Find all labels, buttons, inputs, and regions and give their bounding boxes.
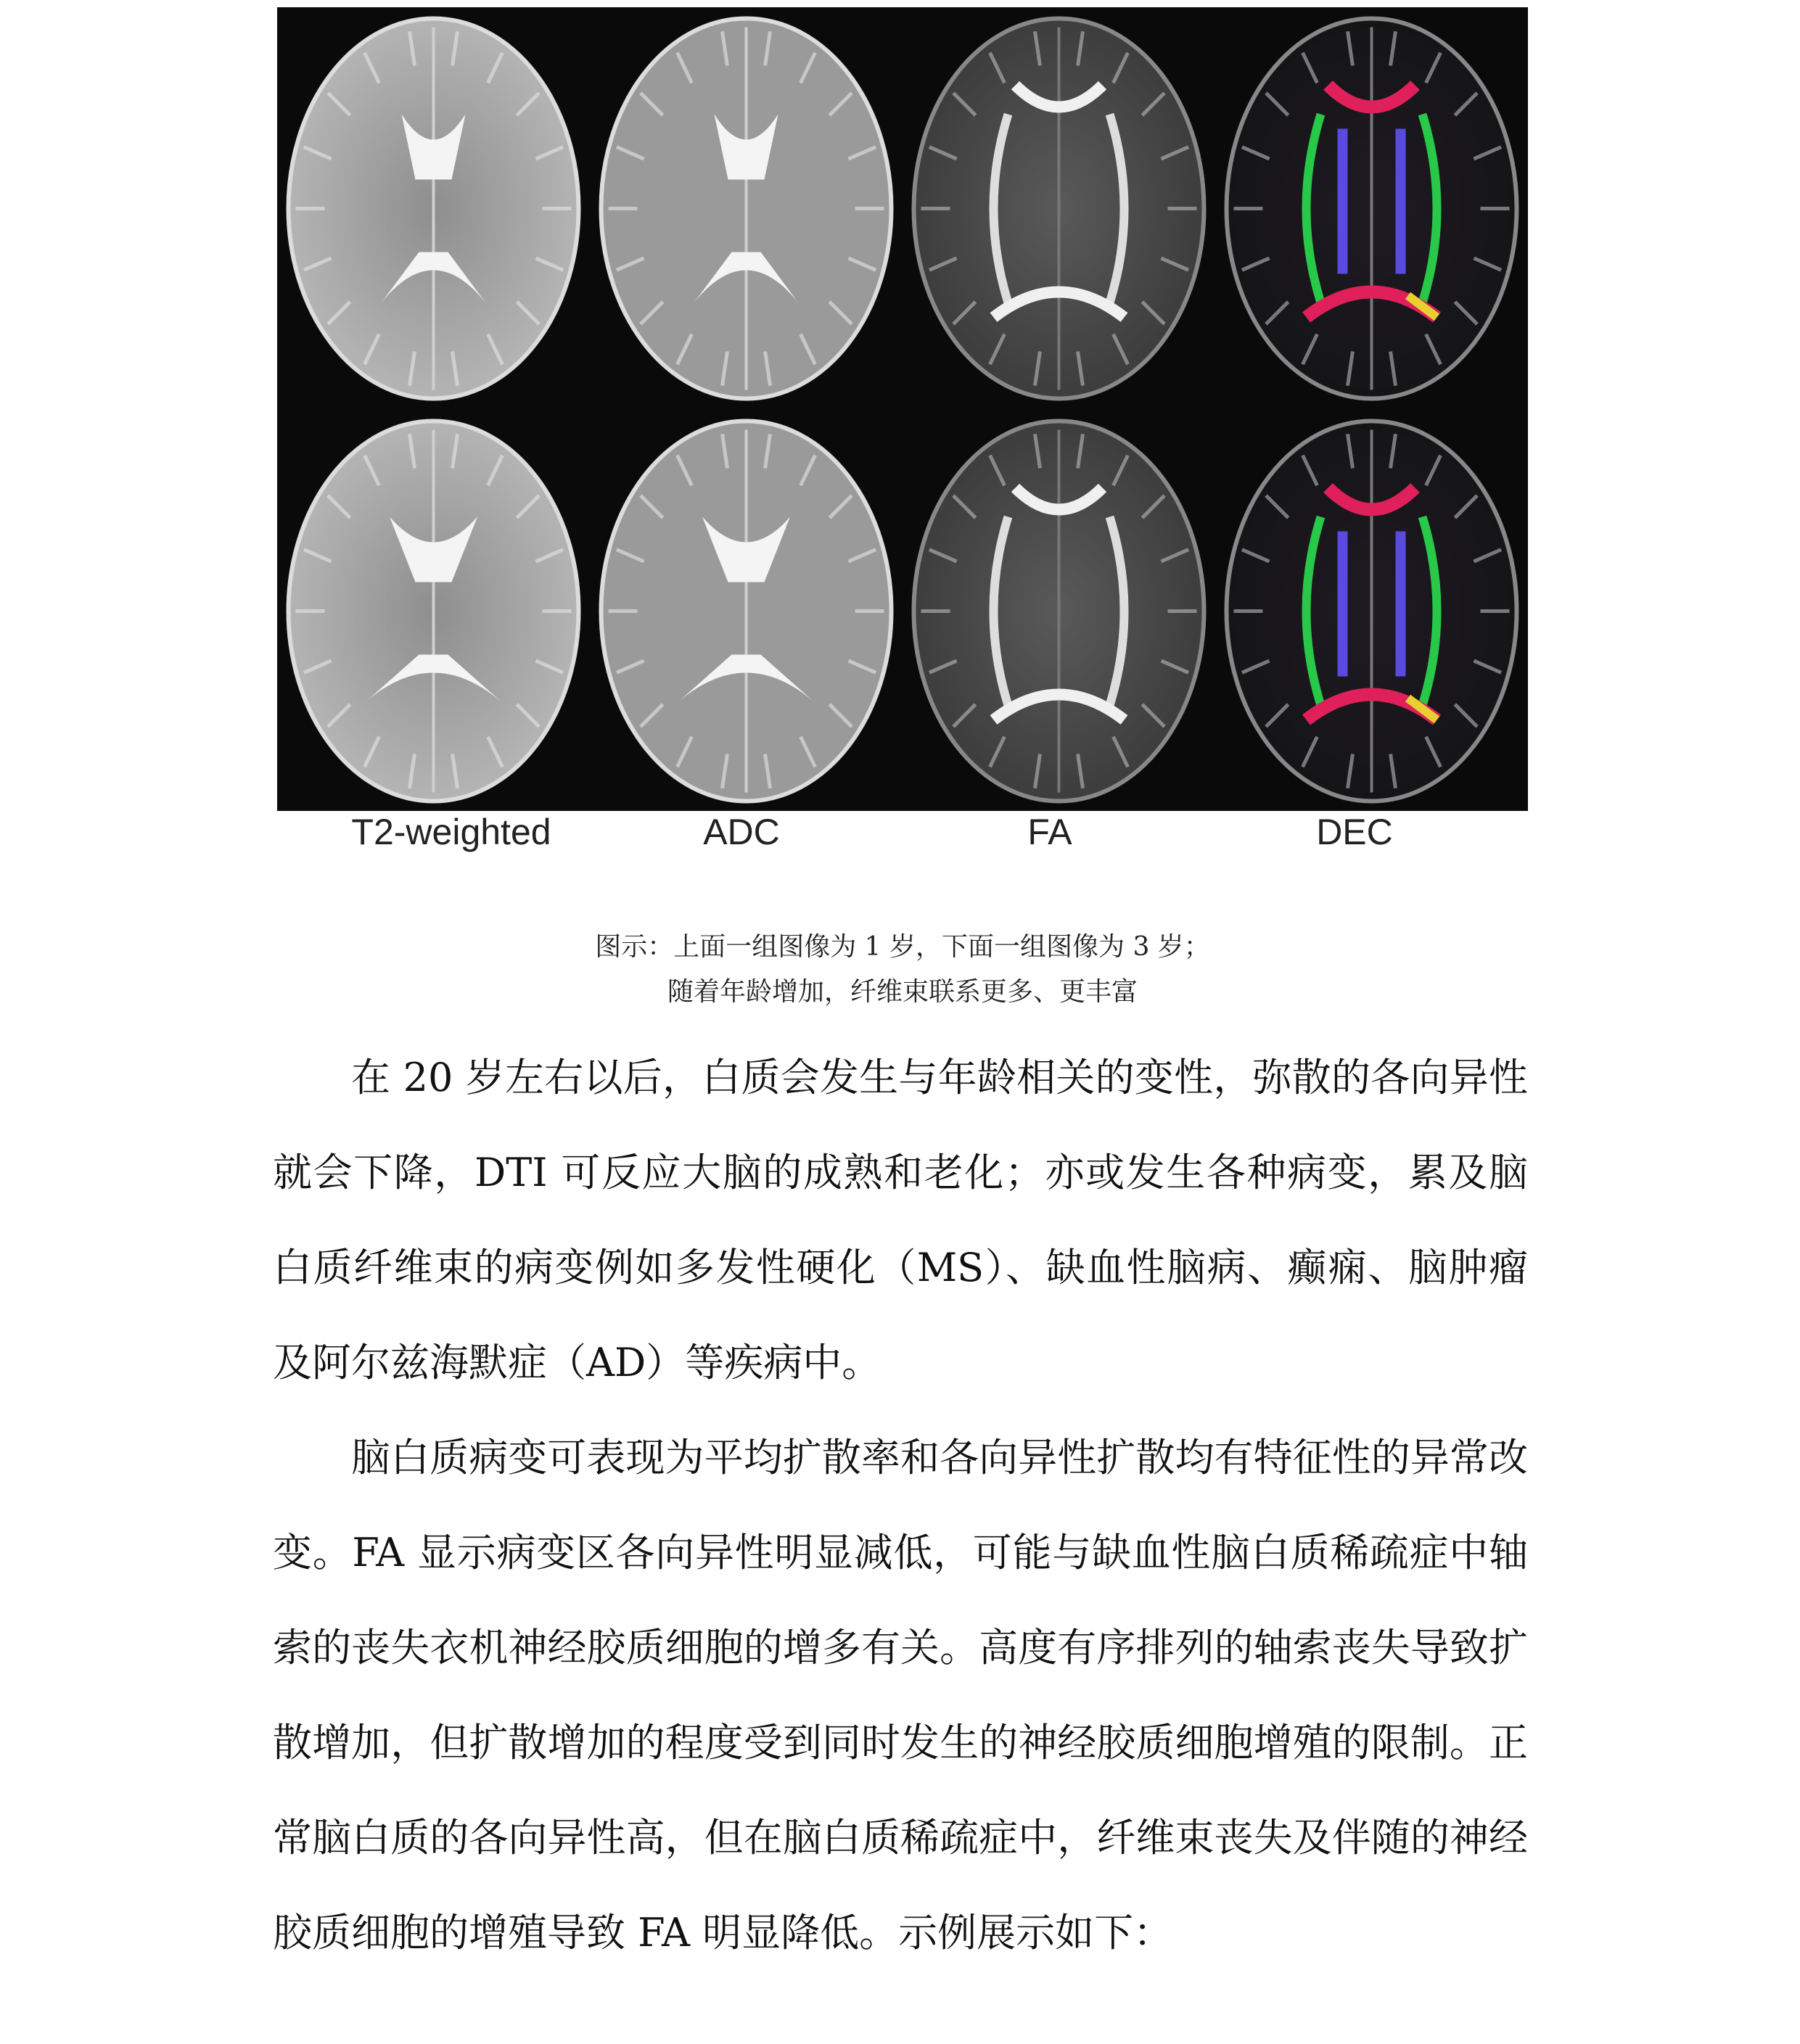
- brain-slice: [914, 19, 1204, 399]
- paragraph-2: 脑白质病变可表现为平均扩散率和各向异性扩散均有特征性的异常改变。FA 显示病变区各向异性明显减低，可能与缺血性脑白质稀疏症中轴索的丧失衣机神经胶质细胞的增多有关。高度有序排列的轴索丧失导致扩散增加，但扩散增加的程度受到同时发生的神经胶质细胞增殖的限制。正常脑白质的各向异性高，但在脑白质稀疏症中，纤维束丧失及伴随的神经胶质细胞的增殖导致 FA 明显降低。示例展示如下：: [273, 1435, 1528, 1956]
- brain-mri-figure: [277, 7, 1528, 812]
- caption-line-2: 随着年龄增加，纤维束联系更多、更丰富: [667, 977, 1138, 1007]
- caption-line-1: 图示：上面一组图像为 1 岁，下面一组图像为 3 岁；: [595, 932, 1210, 962]
- label-fa: FA: [1027, 812, 1072, 852]
- brain-slice: [1227, 19, 1517, 399]
- brain-slice: [601, 421, 892, 801]
- label-dec: DEC: [1316, 812, 1393, 852]
- brain-slice: [289, 19, 579, 399]
- label-adc: ADC: [703, 812, 780, 852]
- paragraph-1: 在 20 岁左右以后，白质会发生与年龄相关的变性，弥散的各向异性就会下降，DTI 可反应大脑的成熟和老化；亦或发生各种病变，累及脑白质纤维束的病变例如多发性硬化（MS）、缺血性脑病、癫痫、脑肿瘤及阿尔兹海默症（AD）等疾病中。: [273, 1055, 1528, 1385]
- brain-slice: [914, 421, 1204, 801]
- figure-caption: [277, 925, 1528, 1015]
- panel-labels: [277, 811, 1528, 869]
- brain-slice: [1227, 421, 1517, 801]
- brain-slice: [289, 421, 579, 801]
- body-text: [273, 1030, 1528, 1980]
- brain-mri-image: [277, 7, 1528, 812]
- brain-slice: [601, 19, 892, 399]
- label-t2-weighted: T2-weighted: [351, 812, 551, 852]
